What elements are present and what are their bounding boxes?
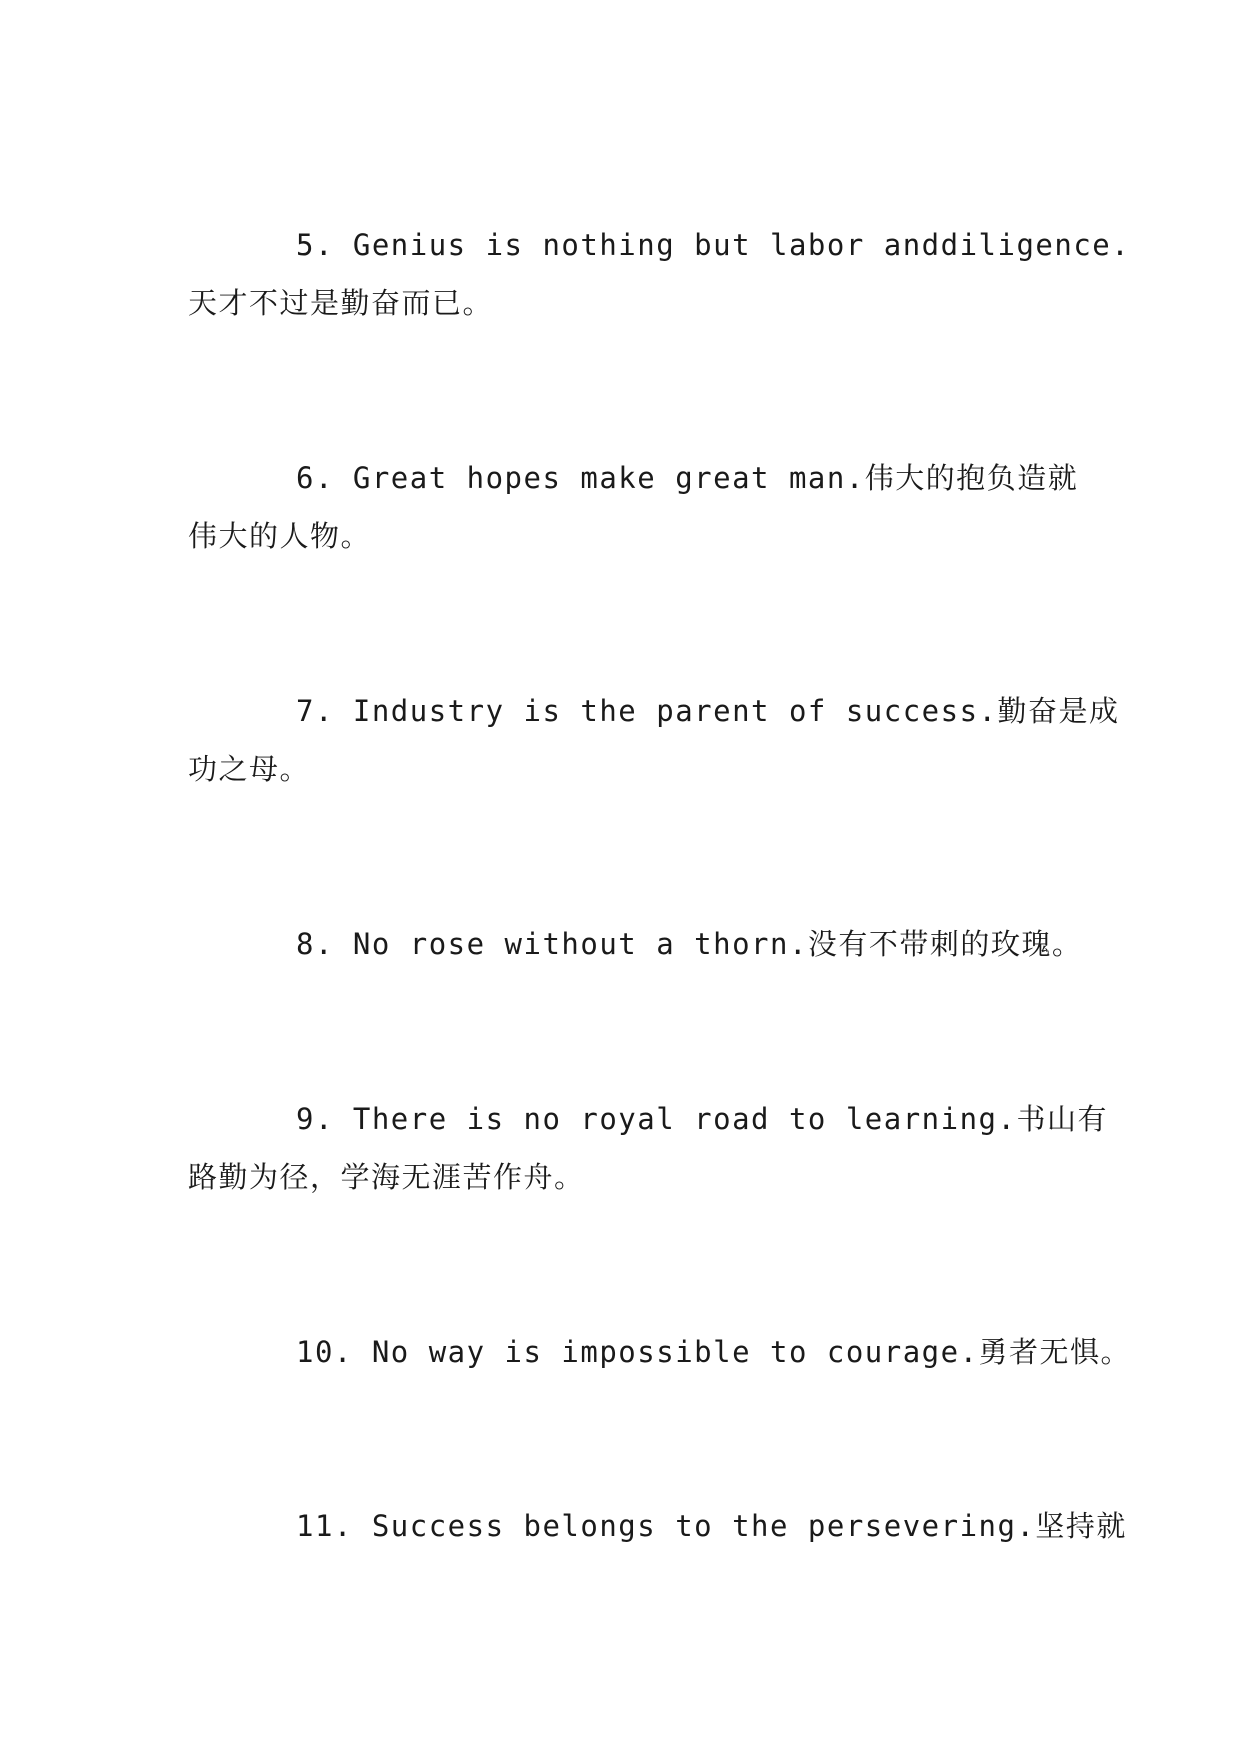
proverb-7-line-1: 7. Industry is the parent of success.勤奋是成: [296, 694, 1120, 728]
proverb-7-line-2: 功之母。: [188, 752, 311, 786]
proverb-7: [188, 682, 1120, 798]
proverb-8-line-1: 8. No rose without a thorn.没有不带刺的玫瑰。: [296, 927, 1083, 961]
proverb-9-line-1: 9. There is no royal road to learning.书山有: [296, 1102, 1108, 1136]
proverb-6-line-1: 6. Great hopes make great man.伟大的抱负造就: [296, 461, 1079, 495]
proverb-10: [188, 1323, 1132, 1381]
proverb-5: [188, 216, 1131, 332]
proverb-6: [188, 449, 1079, 565]
proverb-5-line-1: 5. Genius is nothing but labor anddiligence.: [296, 228, 1131, 262]
proverb-9-line-2: 路勤为径，学海无涯苦作舟。: [188, 1160, 585, 1194]
proverb-11-line-1: 11. Success belongs to the persevering.坚持就: [296, 1509, 1127, 1543]
proverb-10-line-1: 10. No way is impossible to courage.勇者无惧。: [296, 1335, 1132, 1369]
proverb-8: [188, 915, 1083, 973]
proverb-9: [188, 1090, 1108, 1206]
proverb-5-line-2: 天才不过是勤奋而已。: [188, 286, 494, 320]
proverb-6-line-2: 伟大的人物。: [188, 519, 372, 553]
proverb-11: [188, 1497, 1127, 1555]
